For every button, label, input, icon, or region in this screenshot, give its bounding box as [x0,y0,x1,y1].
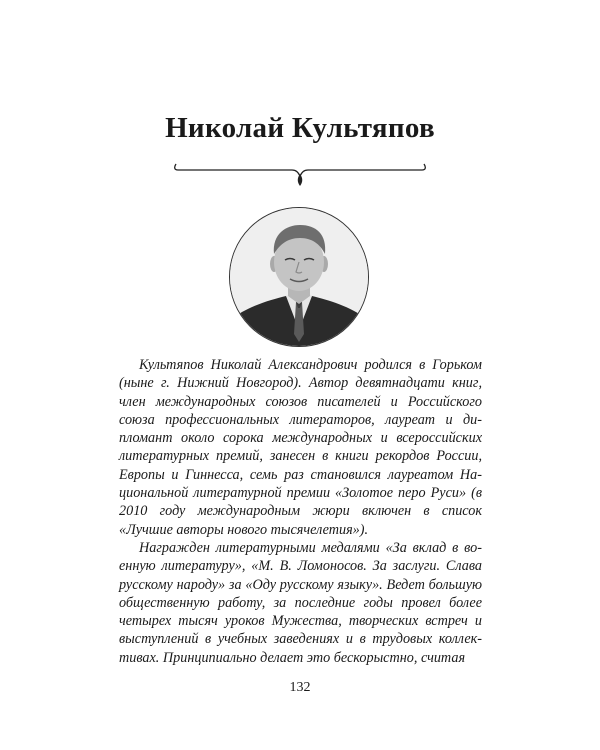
ornament-divider-icon [172,158,428,188]
biography-text [119,356,482,667]
biography-paragraph: Награжден литературными медалями «За вклад в военную литературу», «М. В. Ломоносов. За заслуги. Слава русскому народу» за «Оду русскому языку». Ведет большую общественную работу, за последние годы провел более четырех тысяч уроков Мужества, творческих встреч и выступлений в учебных заведениях и в трудовых коллективах. Принципиально делает это бескорыстно, считая [119,539,482,666]
portrait-photo-icon [230,208,368,346]
page-number: 132 [289,680,311,695]
biography-paragraph: Культяпов Николай Александрович родился в Горьком (ныне г. Нижний Новгород). Автор девятнадцати книг, член международных союзов писателей и Российского союза профессиональных литераторов, лауреат и дипломант около сорока международных и всероссийских литературных премий, занесен в книги рекордов России, Европы и Гиннесса, семь раз становился лауреатом Национальной литературной премии «Золотое перо Руси» (в 2010 году международным жюри включен в список «Лучшие авторы нового тысячелетия»). [119,357,482,538]
author-name-heading: Николай Культяпов [165,112,435,144]
author-portrait [229,207,369,347]
